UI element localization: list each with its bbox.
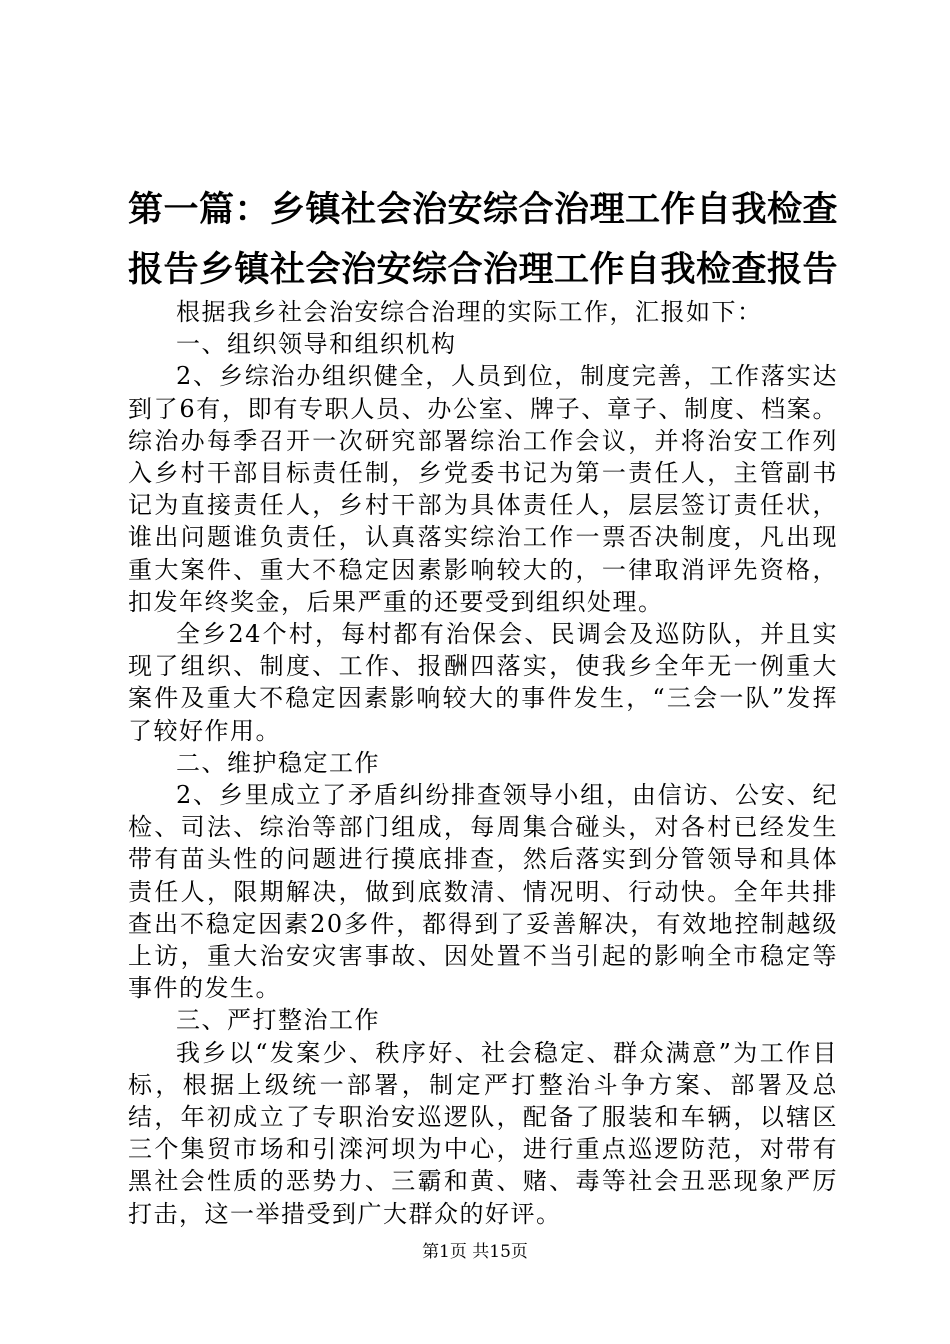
body-paragraph: 2、乡里成立了矛盾纠纷排查领导小组，由信访、公安、纪检、司法、综治等部门组成，每周集合碰头，对各村已经发生带有苗头性的问题进行摸底排查，然后落实到分管领导和具体责任人，限期解决，做到底数清、情况明、行动快。全年共排查出不稳定因素20多件，都得到了妥善解决，有效地控制越级上访，重大治安灾害事故、因处置不当引起的影响全市稳定等事件的发生。 [128, 781, 838, 1003]
section-heading-3: 三、严打整治工作 [176, 1006, 380, 1035]
section-heading-1: 一、组织领导和组织机构 [176, 330, 457, 359]
section-heading-2: 二、维护稳定工作 [176, 748, 380, 777]
body-paragraph: 全乡24个村，每村都有治保会、民调会及巡防队，并且实现了组织、制度、工作、报酬四落实，使我乡全年无一例重大案件及重大不稳定因素影响较大的事件发生，“三会一队”发挥了较好作用。 [128, 620, 838, 745]
document-body [128, 296, 838, 1230]
body-paragraph: 2、乡综治办组织健全，人员到位，制度完善，工作落实达到了6有，即有专职人员、办公室、牌子、章子、制度、档案。综治办每季召开一次研究部署综治工作会议，并将治安工作列入乡村干部目标责任制，乡党委书记为第一责任人，主管副书记为直接责任人，乡村干部为具体责任人，层层签订责任状，谁出问题谁负责任，认真落实综治工作一票否决制度，凡出现重大案件、重大不稳定因素影响较大的，一律取消评先资格，扣发年终奖金，后果严重的还要受到组织处理。 [128, 362, 838, 616]
document-title: 第一篇：乡镇社会治安综合治理工作自我检查报告乡镇社会治安综合治理工作自我检查报告 [128, 190, 839, 290]
body-paragraph: 我乡以“发案少、秩序好、社会稳定、群众满意”为工作目标，根据上级统一部署，制定严打整治斗争方案、部署及总结，年初成立了专职治安巡逻队，配备了服装和车辆，以辖区三个集贸市场和引滦河坝为中心，进行重点巡逻防范，对带有黑社会性质的恶势力、三霸和黄、赌、毒等社会丑恶现象严厉打击，这一举措受到广大群众的好评。 [128, 1038, 838, 1228]
page-footer: 第1页 共15页 [422, 1242, 528, 1262]
intro-paragraph: 根据我乡社会治安综合治理的实际工作，汇报如下： [176, 298, 763, 326]
